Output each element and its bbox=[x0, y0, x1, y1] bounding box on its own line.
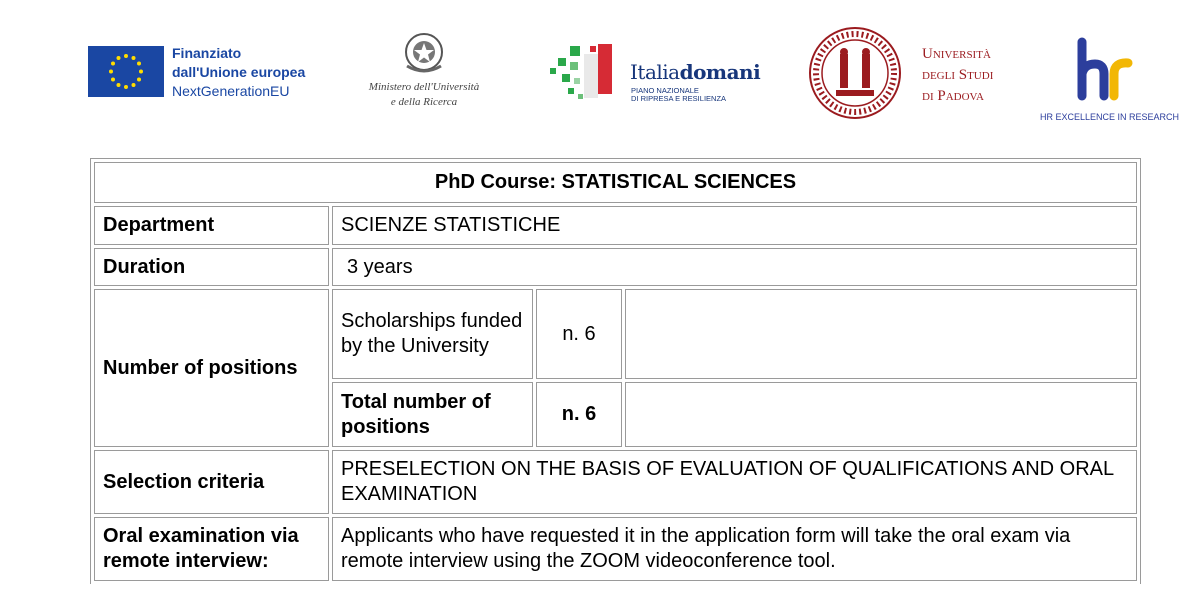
italiadomani-sub1: PIANO NAZIONALE bbox=[631, 86, 699, 95]
total-value: n. 6 bbox=[536, 382, 622, 447]
italiadomani-name-a: Italia bbox=[630, 60, 680, 84]
padova-seal-icon bbox=[808, 26, 902, 120]
oral-row bbox=[94, 517, 1137, 581]
oral-value: Applicants who have requested it in the application form will take the oral exam via remote interview using the ZOOM videoconference tool. bbox=[332, 517, 1137, 581]
padova-name bbox=[922, 44, 993, 107]
funded-value: n. 6 bbox=[536, 289, 622, 379]
ministry-logo bbox=[345, 30, 503, 115]
positions-label: Number of positions bbox=[94, 289, 329, 447]
oral-label: Oral examination via remote interview: bbox=[94, 517, 329, 581]
duration-label: Duration bbox=[94, 248, 329, 286]
eu-funding-text bbox=[172, 44, 305, 101]
department-value: SCIENZE STATISTICHE bbox=[332, 206, 1137, 245]
selection-row bbox=[94, 450, 1137, 514]
ministry-line1: Ministero dell'Università bbox=[368, 81, 480, 93]
italiadomani-name-b: domani bbox=[679, 60, 761, 84]
padova-line2: degli Studi bbox=[922, 67, 994, 83]
phd-course-table bbox=[90, 158, 1141, 584]
selection-value: PRESELECTION ON THE BASIS OF EVALUATION OF QUALIFICATIONS AND ORAL EXAMINATION bbox=[332, 450, 1137, 514]
funded-label: Scholarships funded by the University bbox=[332, 289, 533, 379]
hr-icon bbox=[1040, 34, 1164, 110]
italiadomani-name bbox=[630, 60, 760, 84]
padova-line3: di Padova bbox=[922, 88, 985, 104]
department-label: Department bbox=[94, 206, 329, 245]
italiadomani-logo bbox=[548, 40, 773, 106]
hr-caption: HR EXCELLENCE IN RESEARCH bbox=[1040, 112, 1180, 122]
funded-empty-cell bbox=[625, 289, 1137, 379]
eu-flag-logo bbox=[88, 46, 164, 97]
course-title: PhD Course: STATISTICAL SCIENCES bbox=[94, 162, 1137, 203]
department-row bbox=[94, 206, 1137, 245]
eu-line2: dall'Unione europea bbox=[172, 64, 306, 80]
eu-line3: NextGenerationEU bbox=[172, 83, 290, 99]
ministry-line2: e della Ricerca bbox=[390, 96, 458, 108]
title-row bbox=[94, 162, 1137, 203]
selection-label: Selection criteria bbox=[94, 450, 329, 514]
italian-emblem-icon bbox=[345, 30, 503, 80]
padova-line1: Università bbox=[922, 46, 991, 62]
logo-bar bbox=[0, 0, 1200, 150]
hr-excellence-logo bbox=[1040, 34, 1180, 126]
duration-row bbox=[94, 248, 1137, 286]
funded-positions-row bbox=[94, 289, 1137, 379]
eu-line1: Finanziato bbox=[172, 45, 242, 61]
duration-value: 3 years bbox=[332, 248, 1137, 286]
italiadomani-sub2: DI RIPRESA E RESILIENZA bbox=[631, 94, 727, 103]
total-empty-cell bbox=[625, 382, 1137, 447]
total-label: Total number of positions bbox=[332, 382, 533, 447]
italiadomani-pixel-icon bbox=[548, 40, 628, 106]
